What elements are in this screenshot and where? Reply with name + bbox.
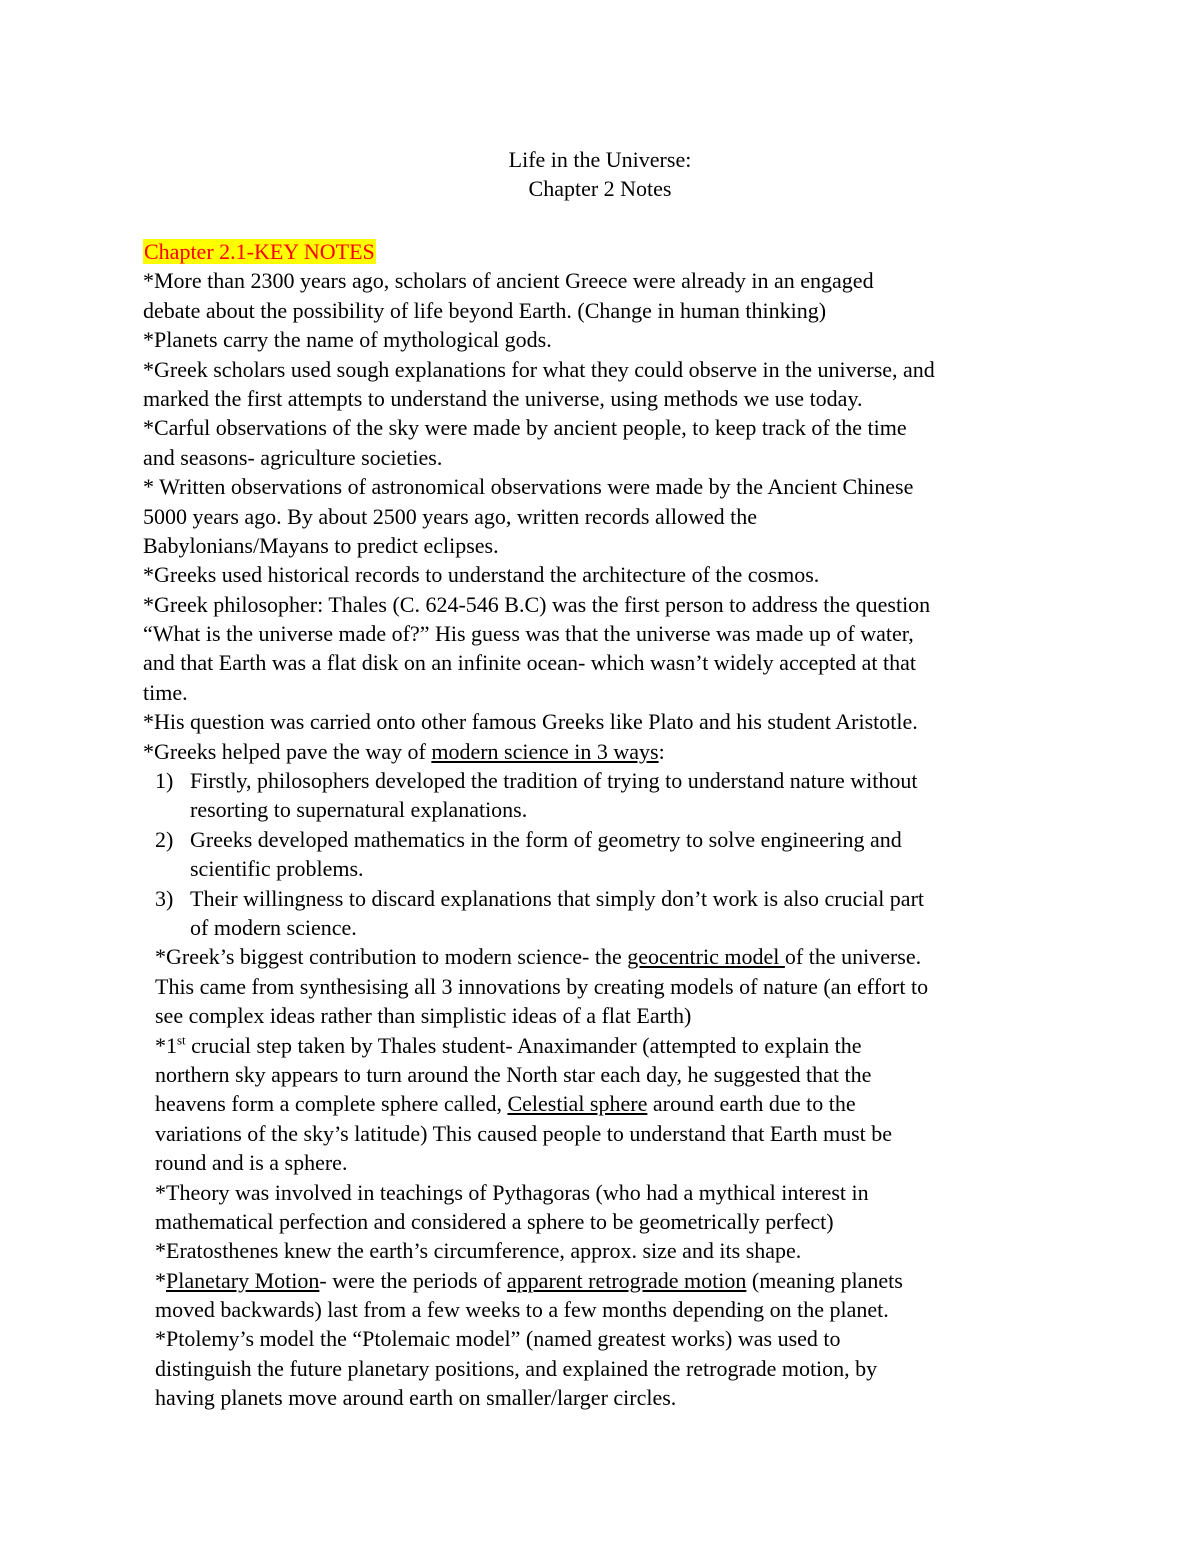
note-line: and that Earth was a flat disk on an infinite ocean- which wasn’t widely accepted at that bbox=[143, 650, 916, 676]
underlined-term: Planetary Motion bbox=[166, 1267, 320, 1293]
note-line bbox=[155, 1266, 1073, 1295]
note-line bbox=[143, 737, 1073, 766]
list-item-line: Greeks developed mathematics in the form of geometry to solve engineering and bbox=[190, 826, 902, 852]
note-line: *More than 2300 years ago, scholars of ancient Greece were already in an engaged bbox=[143, 268, 874, 294]
note-line: *Planets carry the name of mythological gods. bbox=[143, 327, 552, 353]
note-line: *Greeks used historical records to understand the architecture of the cosmos. bbox=[143, 562, 820, 588]
note-line bbox=[155, 942, 1073, 971]
note-line: *Carful observations of the sky were made by ancient people, to keep track of the time bbox=[143, 415, 907, 441]
list-item bbox=[143, 884, 1073, 943]
note-text: - were the periods of bbox=[319, 1267, 507, 1293]
superscript: st bbox=[177, 1032, 186, 1048]
note-line: Babylonians/Mayans to predict eclipses. bbox=[143, 532, 499, 558]
note-line: and seasons- agriculture societies. bbox=[143, 444, 443, 470]
note-line bbox=[155, 1089, 1073, 1118]
list-number: 2) bbox=[155, 826, 174, 852]
note-line: round and is a sphere. bbox=[155, 1150, 348, 1176]
note-line: moved backwards) last from a few weeks to a few months depending on the planet. bbox=[155, 1297, 889, 1323]
note-line: *His question was carried onto other famous Greeks like Plato and his student Aristotle. bbox=[143, 709, 918, 735]
note-text: of the universe. bbox=[784, 944, 922, 970]
note-line: variations of the sky’s latitude) This caused people to understand that Earth must be bbox=[155, 1120, 893, 1146]
note-line: *Greek philosopher: Thales (C. 624-546 B.C) was the first person to address the question bbox=[143, 591, 931, 617]
note-text: * bbox=[155, 1267, 166, 1293]
note-line: northern sky appears to turn around the North star each day, he suggested that the bbox=[155, 1061, 872, 1087]
note-line: * Written observations of astronomical observations were made by the Ancient Chinese bbox=[143, 474, 914, 500]
list-item-line: Firstly, philosophers developed the tradition of trying to understand nature without bbox=[190, 768, 918, 794]
note-text: : bbox=[658, 738, 665, 764]
list-number: 3) bbox=[155, 885, 174, 911]
underlined-term: apparent retrograde motion bbox=[506, 1267, 747, 1293]
underlined-term: modern science in 3 ways bbox=[431, 738, 659, 764]
note-line: *Greek scholars used sough explanations for what they could observe in the universe, and bbox=[143, 356, 935, 382]
note-text: (meaning planets bbox=[746, 1267, 903, 1293]
note-line: marked the first attempts to understand the universe, using methods we use today. bbox=[143, 385, 863, 411]
title-line-2: Chapter 2 Notes bbox=[528, 176, 672, 202]
note-line: “What is the universe made of?” His guess was that the universe was made up of water, bbox=[143, 621, 914, 647]
note-text: around earth due to the bbox=[647, 1091, 856, 1117]
note-line: having planets move around earth on smaller/larger circles. bbox=[155, 1385, 677, 1411]
underlined-term: geocentric model bbox=[627, 944, 785, 970]
note-line: *Ptolemy’s model the “Ptolemaic model” (named greatest works) was used to bbox=[155, 1326, 841, 1352]
note-line: 5000 years ago. By about 2500 years ago, written records allowed the bbox=[143, 503, 757, 529]
note-line: time. bbox=[143, 679, 188, 705]
note-text: *1 bbox=[155, 1032, 177, 1058]
note-line: distinguish the future planetary positions, and explained the retrograde motion, by bbox=[155, 1355, 878, 1381]
note-line bbox=[155, 1031, 1073, 1060]
note-text: *Greeks helped pave the way of bbox=[143, 738, 432, 764]
list-item-line: resorting to supernatural explanations. bbox=[190, 797, 528, 823]
list-item bbox=[143, 766, 1073, 825]
note-line: This came from synthesising all 3 innovations by creating models of nature (an effort to bbox=[155, 973, 929, 999]
note-line: *Eratosthenes knew the earth’s circumference, approx. size and its shape. bbox=[155, 1238, 802, 1264]
document-title bbox=[0, 145, 1200, 204]
section-heading: Chapter 2.1-KEY NOTES bbox=[144, 239, 375, 264]
note-text: *Greek’s biggest contribution to modern science- the bbox=[155, 944, 628, 970]
list-item-line: Their willingness to discard explanations that simply don’t work is also crucial part bbox=[190, 885, 925, 911]
list-item bbox=[143, 825, 1073, 884]
note-line: debate about the possibility of life beyond Earth. (Change in human thinking) bbox=[143, 297, 827, 323]
list-item-line: scientific problems. bbox=[190, 856, 364, 882]
numbered-list bbox=[143, 766, 1073, 942]
list-number: 1) bbox=[155, 768, 174, 794]
note-text: heavens form a complete sphere called, bbox=[155, 1091, 508, 1117]
section-heading-line bbox=[143, 237, 1073, 266]
note-text: crucial step taken by Thales student- Anaximander (attempted to explain the bbox=[185, 1032, 862, 1058]
indented-notes bbox=[143, 942, 1073, 1412]
title-line-1: Life in the Universe: bbox=[508, 147, 692, 172]
notes-body bbox=[143, 237, 1073, 1413]
underlined-term: Celestial sphere bbox=[507, 1091, 648, 1117]
note-line: mathematical perfection and considered a sphere to be geometrically perfect) bbox=[155, 1208, 834, 1234]
note-line: *Theory was involved in teachings of Pythagoras (who had a mythical interest in bbox=[155, 1179, 869, 1205]
note-line: see complex ideas rather than simplistic ideas of a flat Earth) bbox=[155, 1003, 692, 1029]
list-item-line: of modern science. bbox=[190, 914, 357, 940]
